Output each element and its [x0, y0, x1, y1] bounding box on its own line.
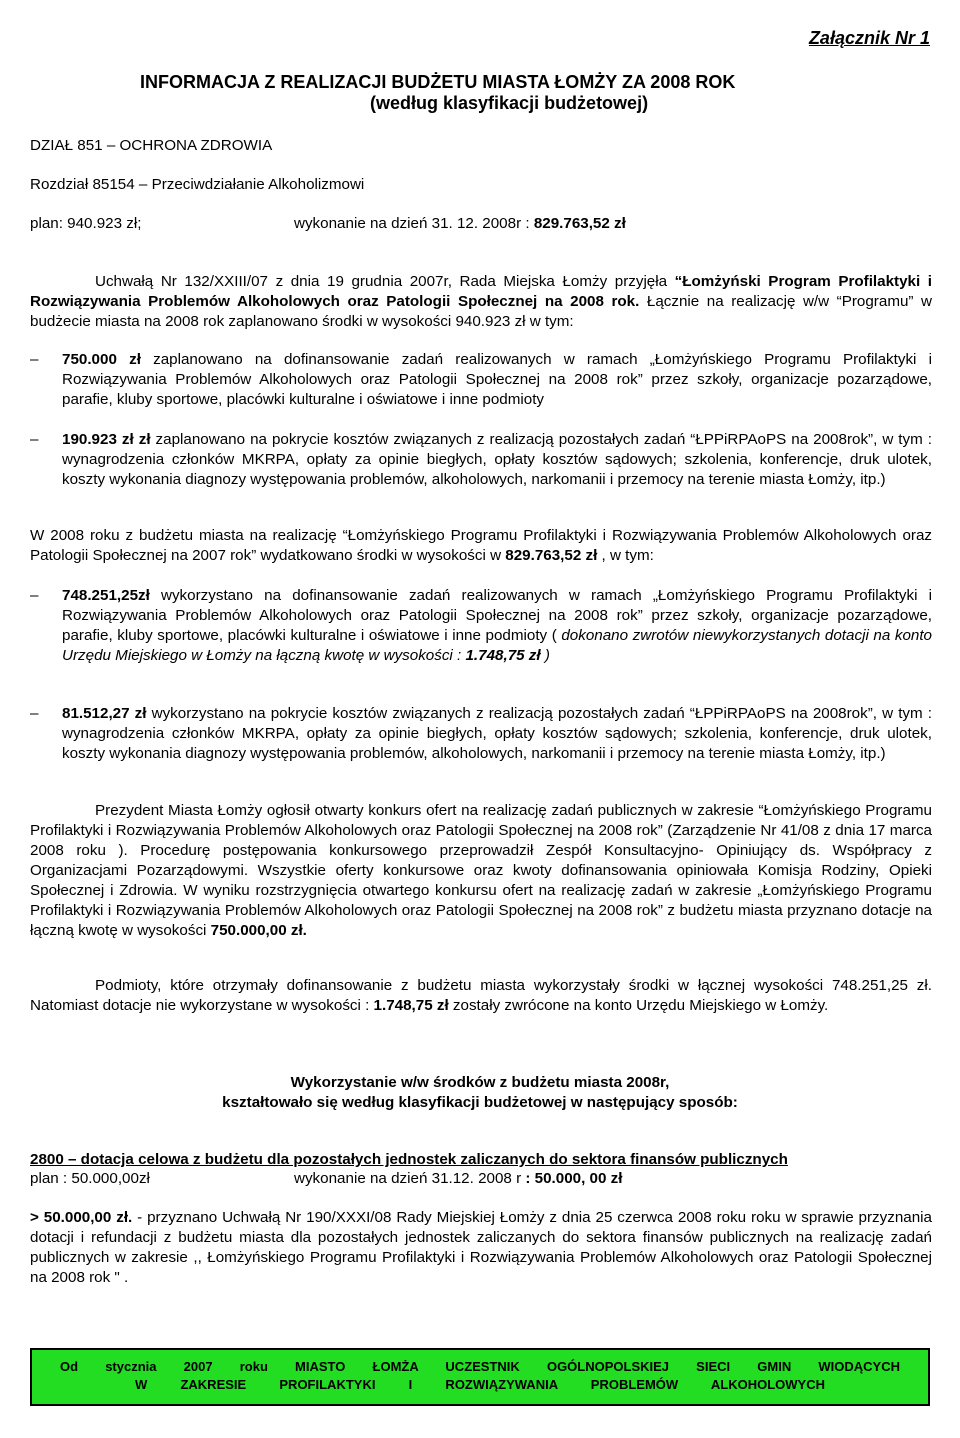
banner-line2: W ZAKRESIE PROFILAKTYKI I ROZWIĄZYWANIA PROBLEMÓW ALKOHOLOWYCH — [135, 1377, 825, 1392]
chapter-heading: Rozdział 85154 – Przeciwdziałanie Alkoholizmowi — [30, 176, 365, 193]
dash-bullet: – — [30, 705, 39, 722]
execution-label: wykonanie na dzień 31. 12. 2008r : — [294, 215, 530, 232]
entities-tail: zostały zwrócone na konto Urzędu Miejskiego w Łomży. — [448, 997, 829, 1014]
section-2800-text: - przyznano Uchwałą Nr 190/XXXI/08 Rady Miejskiej Łomży z dnia 25 czerwca 2008 roku roku w sprawie przyznania dotacji i refundacji z budżetu miasta dla pozostałych jednostek zaliczanych do sektora finansów publicznych na realizację zadań publicznych w zakresie ,, Łomżyńskiego Programu Profilaktyki i Rozwiązywania Problemów Alkoholowych oraz Patologii Społecznej na 2008 rok " . — [30, 1209, 932, 1286]
section-2800-plan: plan : 50.000,00zł — [30, 1170, 150, 1187]
item-amount: 748.251,25zł — [62, 587, 150, 604]
list-item — [30, 586, 932, 666]
plan-amount: plan: 940.923 zł; — [30, 215, 142, 232]
item-note-amount: 1.748,75 zł — [465, 647, 541, 664]
section-2800-paragraph — [30, 1208, 932, 1288]
spent-intro-paragraph — [30, 526, 932, 566]
spent-intro-text: W 2008 roku z budżetu miasta na realizację “Łomżyńskiego Programu Profilaktyki i Rozwiązywania Problemów Alkoholowych oraz Patologii Społecznej na 2007 rok” wydatkowano środki w wysokości w — [30, 527, 932, 564]
intro-text-a: Uchwałą Nr 132/XXIII/07 z dnia 19 grudnia 2007r, Rada Miejska Łomży przyjęła — [95, 273, 675, 290]
dash-bullet: – — [30, 351, 39, 368]
page-subtitle: (według klasyfikacji budżetowej) — [370, 93, 649, 113]
entities-text: Podmioty, które otrzymały dofinansowanie z budżetu miasta wykorzystały środki w łącznej wysokości 748.251,25 zł. Natomiast dotacje nie wykorzystane w wysokości : — [30, 977, 932, 1014]
section-2800-execution-label: wykonanie na dzień 31.12. 2008 r — [294, 1170, 526, 1187]
list-item — [30, 704, 932, 764]
spent-amount: 829.763,52 zł — [505, 547, 598, 564]
intro-text-b: Łącznie na realizację w/w “Programu” w budżecie miasta na 2008 rok zaplanowano środki w wysokości 940.923 zł w tym: — [30, 293, 932, 330]
president-text: Prezydent Miasta Łomży ogłosił otwarty konkurs ofert na realizację zadań publicznych w zakresie “Łomżyńskiego Programu Profilaktyki i Rozwiązywania Problemów Alkoholowych oraz Patologii Społecznej na 2008 rok” (Zarządzenie Nr 41/08 z dnia 17 marca 2008 roku ). Procedurę postępowania konkursowego przeprowadził Zespół Konsultacyjno- Opiniujący ds. Współpracy z Organizacjami Pozarządowymi. Wszystkie oferty konkursowe oraz kwoty dofinansowania opiniowała Komisja Rodziny, Opieki Społecznej i Zdrowia. W wyniku rozstrzygnięcia otwartego konkursu ofert na realizację zadań w zakresie „Łomżyńskiego Programu Profilaktyki i Rozwiązywania Problemów Alkoholowych oraz Patologii Społecznej na 2008 rok” z budżetu miasta przyznano dotacje na łączną kwotę w wysokości — [30, 802, 932, 939]
division-heading: DZIAŁ 851 – OCHRONA ZDROWIA — [30, 137, 273, 154]
dash-bullet: – — [30, 587, 39, 604]
execution-value: 829.763,52 zł — [533, 215, 626, 232]
usage-heading-line1: Wykorzystanie w/w środków z budżetu miasta 2008r, — [290, 1074, 670, 1091]
attachment-label: Załącznik Nr 1 — [808, 28, 930, 48]
entities-paragraph — [30, 976, 932, 1016]
item-note: dokonano zwrotów niewykorzystanych dotacji na konto Urzędu Miejskiego w Łomży na łączną kwotę w wysokości : — [62, 627, 932, 664]
network-banner — [30, 1348, 930, 1406]
usage-heading-line2: kształtowało się według klasyfikacji budżetowej w następujący sposób: — [222, 1094, 738, 1111]
item-note-tail: ) — [540, 647, 550, 664]
dash-bullet: – — [30, 431, 39, 448]
president-paragraph — [30, 801, 932, 941]
item-amount: 750.000 zł — [62, 351, 141, 368]
president-amount: 750.000,00 zł. — [210, 922, 307, 939]
section-2800-amount: > 50.000,00 zł. — [30, 1209, 133, 1226]
item-text: zaplanowano na dofinansowanie zadań realizowanych w ramach „Łomżyńskiego Programu Profilaktyki i Rozwiązywania Problemów Alkoholowych oraz Patologii Społecznej na 2008 rok” przez szkoły, organizacje pozarządowe, parafie, kluby sportowe, placówki kulturalne i oświatowe i inne podmioty — [62, 351, 932, 408]
section-2800-execution — [294, 1170, 622, 1187]
execution-line — [294, 215, 626, 232]
banner-line1: Od stycznia 2007 roku MIASTO ŁOMŻA UCZESTNIK OGÓLNOPOLSKIEJ SIECI GMIN WIODĄCYCH — [60, 1359, 900, 1374]
list-item — [30, 430, 932, 490]
intro-program-name: “Łomżyński Program Profilaktyki i Rozwiązywania Problemów Alkoholowych oraz Patologii Społecznej na 2008 rok. — [30, 273, 933, 310]
section-2800-execution-value: : 50.000, 00 zł — [525, 1170, 623, 1187]
item-amount: 190.923 zł zł — [62, 431, 151, 448]
entities-amount: 1.748,75 zł — [373, 997, 449, 1014]
section-2800-heading: 2800 – dotacja celowa z budżetu dla pozostałych jednostek zaliczanych do sektora finansów publicznych — [30, 1151, 788, 1168]
item-text: zaplanowano na pokrycie kosztów związanych z realizacją pozostałych zadań “ŁPPiRPAoPS na 2008rok”, w tym : wynagrodzenia członków MKRPA, opłaty za opinie biegłych, opłaty kosztów sądowych; szkolenia, konferencje, druk ulotek, koszty wykonania diagnozy występowania problemów, alkoholowych, narkomanii i przemocy na terenie miasta Łomży, itp.) — [62, 431, 932, 488]
item-text: wykorzystano na dofinansowanie zadań realizowanych w ramach „Łomżyńskiego Programu Profilaktyki i Rozwiązywania Problemów Alkoholowych oraz Patologii Społecznej na 2008 rok” przez szkoły, organizacje pozarządowe, parafie, kluby sportowe, placówki kulturalne i oświatowe i inne podmioty ( — [62, 587, 932, 644]
item-amount: 81.512,27 zł — [62, 705, 147, 722]
spent-intro-tail: , w tym: — [597, 547, 654, 564]
list-item — [30, 350, 932, 410]
intro-paragraph — [30, 272, 932, 332]
page-title: INFORMACJA Z REALIZACJI BUDŻETU MIASTA ŁOMŻY ZA 2008 ROK — [140, 72, 736, 92]
item-text: wykorzystano na pokrycie kosztów związanych z realizacją pozostałych zadań “ŁPPiRPAoPS na 2008rok”, w tym : wynagrodzenia członków MKRPA, opłaty za opinie biegłych, opłaty kosztów sądowych; szkolenia, konferencje, druk ulotek, koszty wykonania diagnozy występowania problemów, alkoholowych, narkomanii i przemocy na terenie miasta Łomży, itp.) — [62, 705, 932, 762]
